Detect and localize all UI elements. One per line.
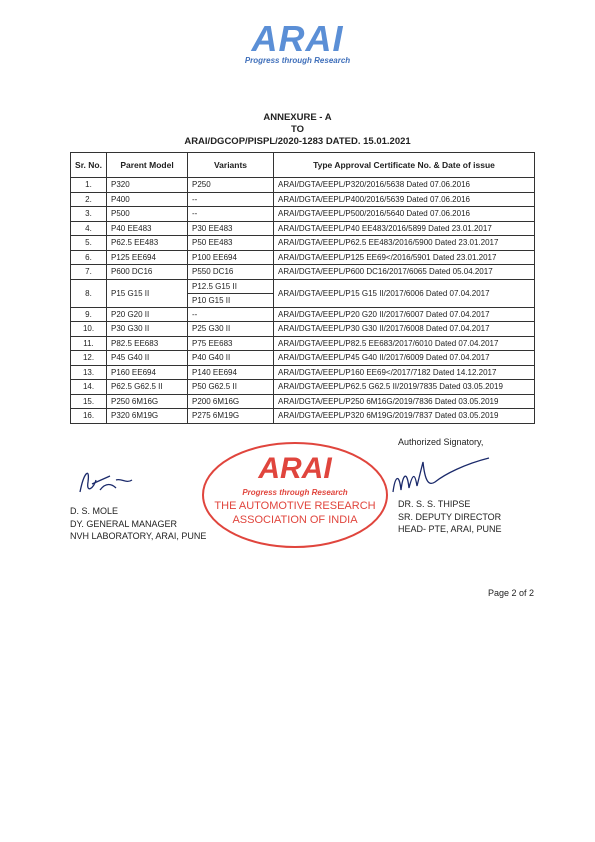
- variants-cell: --: [188, 207, 274, 222]
- parent-model-cell: P45 G40 II: [107, 351, 188, 366]
- variant-item: P12.5 G15 II: [192, 281, 237, 291]
- certificate-cell: ARAI/DGTA/EEPL/P45 G40 II/2017/6009 Dated 07.04.2017: [274, 351, 535, 366]
- left-signatory-designation: DY. GENERAL MANAGER: [70, 518, 178, 529]
- sr-no-cell: 13.: [71, 365, 107, 380]
- certificate-cell: ARAI/DGTA/EEPL/P20 G20 II/2017/6007 Dated 07.04.2017: [274, 307, 535, 322]
- sr-no-cell: 10.: [71, 322, 107, 337]
- sr-no-cell: 11.: [71, 336, 107, 351]
- arai-stamp: [200, 440, 390, 550]
- table-row: [71, 380, 535, 395]
- sr-no-cell: 4.: [71, 221, 107, 236]
- sr-no-cell: 12.: [71, 351, 107, 366]
- parent-model-cell: P160 EE694: [107, 365, 188, 380]
- stamp-line-1: THE AUTOMOTIVE RESEARCH: [214, 500, 376, 512]
- variants-cell: P275 6M19G: [188, 409, 274, 424]
- parent-model-cell: P15 G15 II: [107, 279, 188, 307]
- variants-cell: P50 EE483: [188, 236, 274, 251]
- header-sr-no: Sr. No.: [71, 153, 107, 178]
- logo-tagline: Progress through Research: [244, 56, 351, 65]
- stamp-logo: ARAI: [258, 452, 332, 485]
- parent-model-cell: P82.5 EE683: [107, 336, 188, 351]
- sr-no-cell: 15.: [71, 394, 107, 409]
- table-row: [71, 365, 535, 380]
- parent-model-cell: P500: [107, 207, 188, 222]
- table-row: [71, 192, 535, 207]
- table-row: [71, 336, 535, 351]
- certificate-cell: ARAI/DGTA/EEPL/P160 EE69</2017/7182 Dated 14.12.2017: [274, 365, 535, 380]
- table-row: [71, 207, 535, 222]
- arai-logo: ARAI: [251, 18, 344, 59]
- annexure-to: TO: [290, 124, 305, 135]
- certificate-cell: ARAI/DGTA/EEPL/P400/2016/5639 Dated 07.06.2016: [274, 192, 535, 207]
- certificate-cell: ARAI/DGTA/EEPL/P600 DC16/2017/6065 Dated 05.04.2017: [274, 265, 535, 280]
- left-signatory: [70, 505, 206, 543]
- table-row: [71, 307, 535, 322]
- sr-no-cell: 14.: [71, 380, 107, 395]
- parent-model-cell: P320 6M19G: [107, 409, 188, 424]
- right-signatory-designation: SR. DEPUTY DIRECTOR: [398, 511, 502, 522]
- certificate-cell: ARAI/DGTA/EEPL/P40 EE483/2016/5899 Dated 23.01.2017: [274, 221, 535, 236]
- variants-cell: [188, 279, 274, 307]
- approval-table: [70, 152, 535, 424]
- variant-item: P10 G15 II: [188, 293, 273, 307]
- variants-cell: P25 G30 II: [188, 322, 274, 337]
- left-signatory-dept: NVH LABORATORY, ARAI, PUNE: [70, 531, 207, 541]
- sr-no-cell: 16.: [71, 409, 107, 424]
- certificate-cell: ARAI/DGTA/EEPL/P15 G15 II/2017/6006 Dated 07.04.2017: [274, 279, 535, 307]
- table-row: [71, 265, 535, 280]
- sr-no-cell: 1.: [71, 178, 107, 193]
- parent-model-cell: P30 G30 II: [107, 322, 188, 337]
- table-row: [71, 221, 535, 236]
- table-row: [71, 279, 535, 307]
- variants-cell: --: [188, 192, 274, 207]
- parent-model-cell: P250 6M16G: [107, 394, 188, 409]
- variants-cell: P75 EE683: [188, 336, 274, 351]
- sr-no-cell: 5.: [71, 236, 107, 251]
- page-number: Page 2 of 2: [488, 588, 535, 598]
- certificate-cell: ARAI/DGTA/EEPL/P125 EE69</2016/5901 Dated 23.01.2017: [274, 250, 535, 265]
- table-row: [71, 409, 535, 424]
- authorized-signatory-label: Authorized Signatory,: [398, 437, 484, 447]
- certificate-cell: ARAI/DGTA/EEPL/P320/2016/5638 Dated 07.06.2016: [274, 178, 535, 193]
- header-parent-model: Parent Model: [107, 153, 188, 178]
- certificate-cell: ARAI/DGTA/EEPL/P320 6M19G/2019/7837 Dated 03.05.2019: [274, 409, 535, 424]
- table-header-row: [71, 153, 535, 178]
- variants-cell: P100 EE694: [188, 250, 274, 265]
- certificate-cell: ARAI/DGTA/EEPL/P62.5 G62.5 II/2019/7835 Dated 03.05.2019: [274, 380, 535, 395]
- sr-no-cell: 2.: [71, 192, 107, 207]
- header-variants: Variants: [188, 153, 274, 178]
- sr-no-cell: 6.: [71, 250, 107, 265]
- variants-cell: P140 EE694: [188, 365, 274, 380]
- variants-cell: P30 EE483: [188, 221, 274, 236]
- header-certificate: Type Approval Certificate No. & Date of issue: [274, 153, 535, 178]
- stamp-tagline: Progress through Research: [242, 488, 348, 497]
- right-signatory: [398, 498, 502, 536]
- variants-cell: P200 6M16G: [188, 394, 274, 409]
- left-signatory-name: D. S. MOLE: [70, 506, 119, 516]
- variants-cell: P50 G62.5 II: [188, 380, 274, 395]
- certificate-cell: ARAI/DGTA/EEPL/P82.5 EE683/2017/6010 Dated 07.04.2017: [274, 336, 535, 351]
- table-row: [71, 394, 535, 409]
- sr-no-cell: 9.: [71, 307, 107, 322]
- sr-no-cell: 8.: [71, 279, 107, 307]
- table-row: [71, 351, 535, 366]
- certificate-cell: ARAI/DGTA/EEPL/P250 6M16G/2019/7836 Dated 03.05.2019: [274, 394, 535, 409]
- parent-model-cell: P320: [107, 178, 188, 193]
- variants-cell: P40 G40 II: [188, 351, 274, 366]
- right-signatory-dept: HEAD- PTE, ARAI, PUNE: [398, 524, 502, 534]
- reference-line: ARAI/DGCOP/PISPL/2020-1283 DATED. 15.01.2021: [184, 136, 411, 147]
- parent-model-cell: P62.5 G62.5 II: [107, 380, 188, 395]
- stamp-line-2: ASSOCIATION OF INDIA: [232, 514, 358, 526]
- parent-model-cell: P62.5 EE483: [107, 236, 188, 251]
- sr-no-cell: 7.: [71, 265, 107, 280]
- parent-model-cell: P40 EE483: [107, 221, 188, 236]
- parent-model-cell: P20 G20 II: [107, 307, 188, 322]
- sr-no-cell: 3.: [71, 207, 107, 222]
- right-signatory-name: DR. S. S. THIPSE: [398, 499, 471, 509]
- parent-model-cell: P125 EE694: [107, 250, 188, 265]
- table-row: [71, 250, 535, 265]
- left-signature: [70, 462, 140, 502]
- certificate-cell: ARAI/DGTA/EEPL/P62.5 EE483/2016/5900 Dated 23.01.2017: [274, 236, 535, 251]
- table-body: [71, 178, 535, 424]
- annexure-title: ANNEXURE - A: [263, 112, 332, 123]
- variants-cell: --: [188, 307, 274, 322]
- certificate-cell: ARAI/DGTA/EEPL/P30 G30 II/2017/6008 Dated 07.04.2017: [274, 322, 535, 337]
- table-row: [71, 322, 535, 337]
- parent-model-cell: P400: [107, 192, 188, 207]
- table-row: [71, 178, 535, 193]
- certificate-cell: ARAI/DGTA/EEPL/P500/2016/5640 Dated 07.06.2016: [274, 207, 535, 222]
- variants-cell: P550 DC16: [188, 265, 274, 280]
- table-row: [71, 236, 535, 251]
- variants-cell: P250: [188, 178, 274, 193]
- parent-model-cell: P600 DC16: [107, 265, 188, 280]
